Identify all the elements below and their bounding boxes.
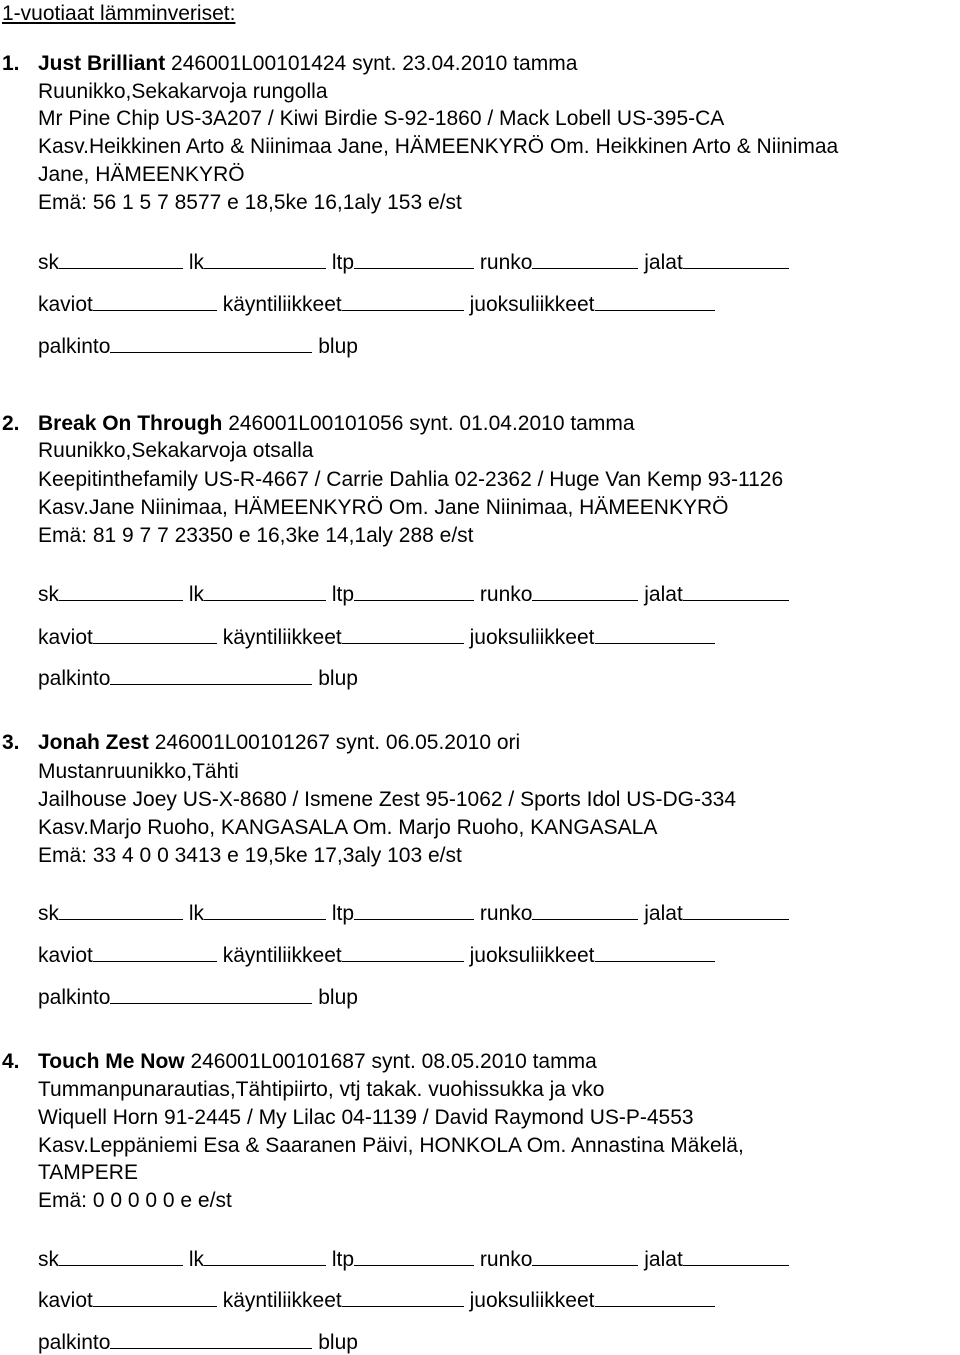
horse-pedigree: Wiquell Horn 91-2445 / My Lilac 04-1139 / David Raymond US-P-4553 [38, 1106, 694, 1129]
label-ltp: ltp [331, 251, 355, 274]
field-jalat[interactable] [683, 580, 789, 601]
field-ltp[interactable] [354, 1245, 474, 1266]
field-ltp[interactable] [354, 580, 474, 601]
label-runko: runko [479, 1248, 533, 1271]
scoring-row-award [38, 332, 358, 359]
horse-name: Jonah Zest [38, 731, 149, 754]
field-kaviot[interactable] [93, 623, 217, 644]
label-sk: sk [38, 902, 59, 925]
field-lk[interactable] [204, 899, 326, 920]
label-palkinto: palkinto [38, 1331, 111, 1354]
field-sk[interactable] [59, 580, 183, 601]
label-palkinto: palkinto [38, 667, 111, 690]
horse-breeder-owner: Kasv.Jane Niinimaa, HÄMEENKYRÖ Om. Jane Niinimaa, HÄMEENKYRÖ [38, 496, 729, 519]
scoring-row-movement [38, 1286, 715, 1313]
label-runko: runko [479, 583, 533, 606]
label-juoksuliikkeet: juoksuliikkeet [469, 1289, 595, 1312]
scoring-row-award [38, 1328, 358, 1355]
field-ltp[interactable] [354, 248, 474, 269]
label-juoksuliikkeet: juoksuliikkeet [469, 626, 595, 649]
horse-name: Just Brilliant [38, 52, 166, 75]
field-kayntiliikkeet[interactable] [342, 1286, 464, 1307]
field-juoksuliikkeet[interactable] [595, 1286, 715, 1307]
entry-title [38, 731, 520, 755]
field-lk[interactable] [204, 580, 326, 601]
horse-dam-stats: Emä: 81 9 7 7 23350 e 16,3ke 14,1aly 288 e/st [38, 524, 474, 547]
field-jalat[interactable] [683, 248, 789, 269]
field-sk[interactable] [59, 1245, 183, 1266]
field-palkinto[interactable] [110, 1328, 312, 1349]
entry-number: 2. [2, 412, 20, 435]
scoring-row-conformation [38, 899, 789, 926]
scoring-row-movement [38, 941, 715, 968]
horse-pedigree: Jailhouse Joey US-X-8680 / Ismene Zest 95-1062 / Sports Idol US-DG-334 [38, 788, 737, 811]
field-palkinto[interactable] [110, 983, 312, 1004]
entry-title [38, 52, 577, 76]
scoring-row-award [38, 983, 358, 1010]
label-kayntiliikkeet: käyntiliikkeet [222, 626, 342, 649]
field-kaviot[interactable] [93, 290, 217, 311]
label-blup: blup [318, 667, 358, 690]
label-sk: sk [38, 1248, 59, 1271]
horse-pedigree: Mr Pine Chip US-3A207 / Kiwi Birdie S-92-1860 / Mack Lobell US-395-CA [38, 107, 725, 130]
horse-color: Ruunikko,Sekakarvoja rungolla [38, 80, 328, 103]
label-kaviot: kaviot [38, 1289, 93, 1312]
field-jalat[interactable] [683, 899, 789, 920]
horse-id-line: 246001L00101687 synt. 08.05.2010 tamma [190, 1050, 597, 1073]
field-kayntiliikkeet[interactable] [342, 941, 464, 962]
field-jalat[interactable] [683, 1245, 789, 1266]
entry-title [38, 412, 635, 436]
label-kayntiliikkeet: käyntiliikkeet [222, 293, 342, 316]
label-lk: lk [188, 1248, 205, 1271]
horse-color: Ruunikko,Sekakarvoja otsalla [38, 439, 314, 462]
entry-number: 3. [2, 731, 20, 754]
label-jalat: jalat [644, 251, 683, 274]
field-kaviot[interactable] [93, 941, 217, 962]
horse-id-line: 246001L00101267 synt. 06.05.2010 ori [154, 731, 521, 754]
field-lk[interactable] [204, 248, 326, 269]
field-kayntiliikkeet[interactable] [342, 623, 464, 644]
field-runko[interactable] [532, 248, 638, 269]
horse-id-line: 246001L00101424 synt. 23.04.2010 tamma [171, 52, 578, 75]
label-juoksuliikkeet: juoksuliikkeet [469, 293, 595, 316]
label-kayntiliikkeet: käyntiliikkeet [222, 944, 342, 967]
horse-pedigree: Keepitinthefamily US-R-4667 / Carrie Dahlia 02-2362 / Huge Van Kemp 93-1126 [38, 468, 784, 491]
scoring-row-conformation [38, 1245, 789, 1272]
label-palkinto: palkinto [38, 986, 111, 1009]
label-jalat: jalat [644, 1248, 683, 1271]
label-ltp: ltp [331, 583, 355, 606]
field-juoksuliikkeet[interactable] [595, 941, 715, 962]
field-runko[interactable] [532, 1245, 638, 1266]
label-kayntiliikkeet: käyntiliikkeet [222, 1289, 342, 1312]
label-jalat: jalat [644, 902, 683, 925]
label-ltp: ltp [331, 1248, 355, 1271]
horse-dam-stats: Emä: 33 4 0 0 3413 e 19,5ke 17,3aly 103 e/st [38, 844, 462, 867]
field-runko[interactable] [532, 580, 638, 601]
label-palkinto: palkinto [38, 335, 111, 358]
field-palkinto[interactable] [110, 664, 312, 685]
label-kaviot: kaviot [38, 293, 93, 316]
label-jalat: jalat [644, 583, 683, 606]
label-kaviot: kaviot [38, 944, 93, 967]
label-runko: runko [479, 251, 533, 274]
label-ltp: ltp [331, 902, 355, 925]
field-ltp[interactable] [354, 899, 474, 920]
label-sk: sk [38, 583, 59, 606]
field-palkinto[interactable] [110, 332, 312, 353]
scoring-row-conformation [38, 248, 789, 275]
field-kaviot[interactable] [93, 1286, 217, 1307]
scoring-row-award [38, 664, 358, 691]
horse-color: Mustanruunikko,Tähti [38, 760, 239, 783]
entry-title [38, 1050, 597, 1074]
label-blup: blup [318, 986, 358, 1009]
horse-id-line: 246001L00101056 synt. 01.04.2010 tamma [228, 412, 635, 435]
field-kayntiliikkeet[interactable] [342, 290, 464, 311]
label-kaviot: kaviot [38, 626, 93, 649]
horse-breeder-owner-cont: TAMPERE [38, 1161, 138, 1184]
label-lk: lk [188, 251, 205, 274]
label-blup: blup [318, 335, 358, 358]
label-runko: runko [479, 902, 533, 925]
field-sk[interactable] [59, 899, 183, 920]
field-juoksuliikkeet[interactable] [595, 290, 715, 311]
horse-color: Tummanpunarautias,Tähtipiirto, vtj takak. vuohissukka ja vko [38, 1078, 605, 1101]
label-lk: lk [188, 902, 205, 925]
horse-dam-stats: Emä: 0 0 0 0 0 e e/st [38, 1189, 232, 1212]
label-sk: sk [38, 251, 59, 274]
horse-breeder-owner: Kasv.Heikkinen Arto & Niinimaa Jane, HÄMEENKYRÖ Om. Heikkinen Arto & Niinimaa [38, 135, 839, 158]
scoring-row-conformation [38, 580, 789, 607]
horse-breeder-owner-cont: Jane, HÄMEENKYRÖ [38, 163, 245, 186]
field-sk[interactable] [59, 248, 183, 269]
horse-name: Break On Through [38, 412, 223, 435]
entry-number: 4. [2, 1050, 20, 1073]
field-runko[interactable] [532, 899, 638, 920]
label-lk: lk [188, 583, 205, 606]
horse-dam-stats: Emä: 56 1 5 7 8577 e 18,5ke 16,1aly 153 e/st [38, 191, 462, 214]
field-juoksuliikkeet[interactable] [595, 623, 715, 644]
scoring-row-movement [38, 290, 715, 317]
label-juoksuliikkeet: juoksuliikkeet [469, 944, 595, 967]
horse-breeder-owner: Kasv.Marjo Ruoho, KANGASALA Om. Marjo Ruoho, KANGASALA [38, 816, 658, 839]
label-blup: blup [318, 1331, 358, 1354]
horse-name: Touch Me Now [38, 1050, 185, 1073]
horse-breeder-owner: Kasv.Leppäniemi Esa & Saaranen Päivi, HONKOLA Om. Annastina Mäkelä, [38, 1134, 744, 1157]
page-heading: 1-vuotiaat lämminveriset: [2, 2, 236, 25]
field-lk[interactable] [204, 1245, 326, 1266]
entry-number: 1. [2, 52, 20, 75]
scoring-row-movement [38, 623, 715, 650]
